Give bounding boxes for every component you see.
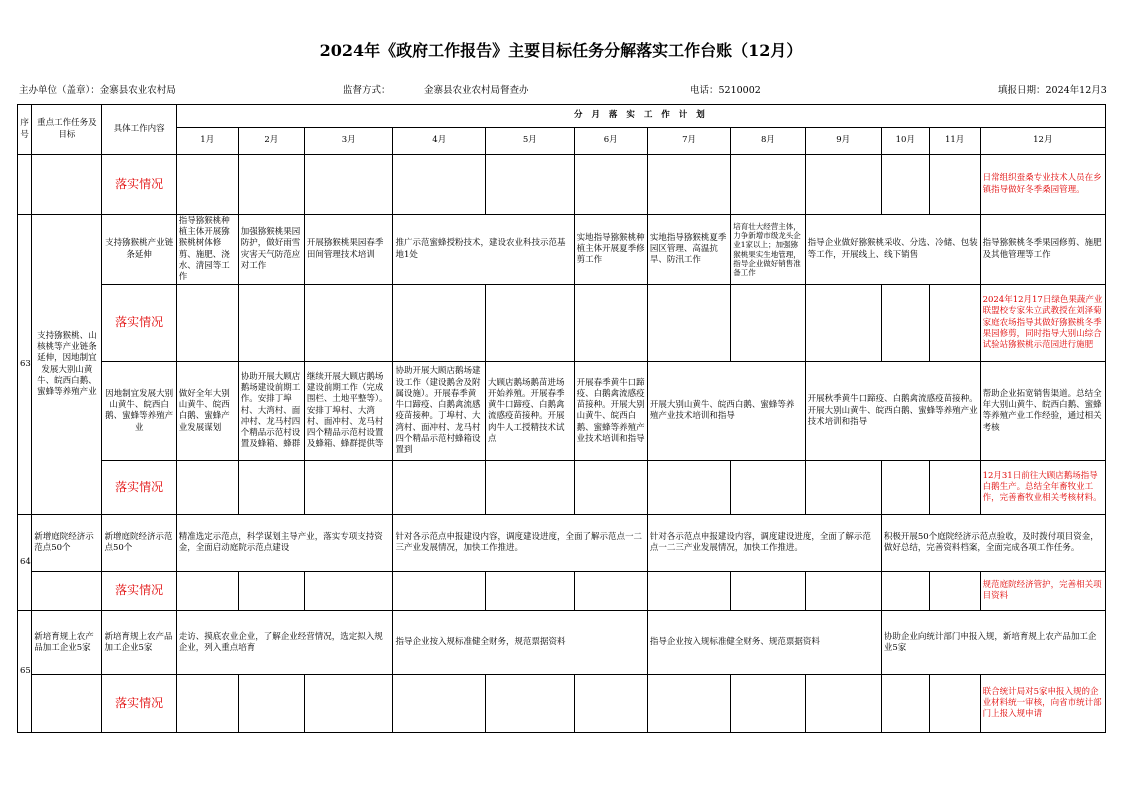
header-task: 重点工作任务及目标 [32,105,102,155]
month-10: 10月 [881,128,929,155]
processing-m10-12: 协助企业向统计部门申报入规，新培育规上农产品加工企业5家 [881,611,1105,675]
seq-63: 63 [18,215,32,515]
processing-dec-implementation: 联合统计局对5家申报入规的企业材料统一审核，向省市统计部门上报入规申请 [980,675,1105,733]
livestock-m2: 协助开展大顾店鹅场建设前期工作。安排丁埠村、大湾村、面冲村、龙马村四个精品示范村设置及蜂箱、蜂群 [238,362,304,461]
livestock-m7-8: 开展大别山黄牛、皖西白鹅、蜜蜂等养殖产业技术培训和指导 [647,362,805,461]
implementation-label: 落实情况 [102,572,176,611]
header-content: 具体工作内容 [102,105,176,155]
courtyard-m4-6: 针对各示范点申报建设内容，调度建设进度，全面了解示范点一二三产业发展情况，加快工作推进。 [393,515,647,572]
ledger-table [17,104,1106,733]
month-5: 5月 [486,128,575,155]
kiwi-m9-11: 指导企业做好猕猴桃采收、分选、冷储、包装等工作，开展线上、线下销售 [805,215,980,285]
seq-64: 64 [18,515,32,611]
month-8: 8月 [731,128,805,155]
livestock-m12: 帮助企业拓宽销售渠道。总结全年大别山黄牛、皖西白鹅、蜜蜂等养殖产业工作经验，通过相关考核 [980,362,1105,461]
host-unit: 主办单位（盖章）：金寨县农业农村局 [19,85,176,96]
livestock-m4: 协助开展大顾店鹅场建设工作（建设鹅舍及附属设施）。开展春季黄牛口蹄疫、白鹅禽流感疫苗接种。丁埠村、大湾村、面冲村、龙马村四个精品示范村蜂箱设置到 [393,362,486,461]
processing-m7-9: 指导企业按入规标准健全财务、规范票据资料 [647,611,881,675]
content-processing: 新培育规上农产品加工企业5家 [102,611,176,675]
courtyard-dec-implementation: 规范庭院经济管护，完善相关项目资料 [980,572,1105,611]
task-63: 支持猕猴桃、山核桃等产业链条延伸，因地制宜发展大别山黄牛、皖西白鹅、蜜蜂等养殖产业 [32,215,102,515]
month-3: 3月 [304,128,393,155]
kiwi-m4-5: 推广示范蜜蜂授粉技术，建设农业科技示范基地1处 [393,215,574,285]
header-plan: 分 月 落 实 工 作 计 划 [176,105,1105,128]
task-cell [32,155,102,215]
month-7: 7月 [647,128,730,155]
seq-cell [18,155,32,215]
content-livestock: 因地制宜发展大别山黄牛、皖西白鹅、蜜蜂等养殖产业 [102,362,176,461]
implementation-label: 落实情况 [102,461,176,515]
task-64: 新增庭院经济示范点50个 [32,515,102,572]
courtyard-m7-9: 针对各示范点申报建设内容，调度建设进度，全面了解示范点一二三产业发展情况，加快工作推进。 [647,515,881,572]
processing-m1-3: 走访、摸底农业企业，了解企业经营情况，选定拟入规企业，列入重点培育 [176,611,393,675]
kiwi-m7: 实地指导猕猴桃夏季园区管理、高温抗旱、防汛工作 [647,215,730,285]
implementation-label: 落实情况 [102,285,176,362]
livestock-m1: 做好全年大别山黄牛、皖西白鹅、蜜蜂产业发展谋划 [176,362,238,461]
courtyard-m1-3: 精准选定示范点，科学谋划主导产业，落实专项支持资金，全面启动庭院示范点建设 [176,515,393,572]
month-4: 4月 [393,128,486,155]
courtyard-m10-12: 积极开展50个庭院经济示范点验收，及时拨付项目资金，做好总结，完善资料档案，全面完成各项工作任务。 [881,515,1105,572]
phone: 电话：5210002 [690,85,761,96]
implementation-label: 落实情况 [102,155,176,215]
processing-m4-6: 指导企业按入规标准健全财务，规范票据资料 [393,611,647,675]
page-title: 2024年《政府工作报告》主要目标任务分解落实工作台账（12月） [319,41,803,60]
month-12: 12月 [980,128,1105,155]
month-2: 2月 [238,128,304,155]
kiwi-m2: 加强猕猴桃果园防护，做好雨雪灾害天气防范应对工作 [238,215,304,285]
kiwi-m3: 开展猕猴桃果园春季田间管理技术培训 [304,215,393,285]
supervision-value: 金寨县农业农村局督查办 [424,85,529,96]
livestock-m6: 开展春季黄牛口蹄疫、白鹅禽流感疫苗接种。开展大别山黄牛、皖西白鹅、蜜蜂等养殖产业技术培训和指导 [574,362,647,461]
livestock-m5: 大顾店鹅场鹅苗进场开始养殖。开展春季黄牛口蹄疫、白鹅禽流感疫苗接种。开展肉牛人工授精技术试点 [486,362,575,461]
livestock-m9-11: 开展秋季黄牛口蹄疫、白鹅禽流感疫苗接种。开展大别山黄牛、皖西白鹅、蜜蜂等养殖产业技术培训和指导 [805,362,980,461]
content-courtyard: 新增庭院经济示范点50个 [102,515,176,572]
month-9: 9月 [805,128,881,155]
month-1: 1月 [176,128,238,155]
kiwi-dec-implementation: 2024年12月17日绿色果蔬产业联盟校专家朱立武教授在刘泽菊家庭农场指导其做好猕猴桃冬季果园修剪，同时指导大别山综合试验站猕猴桃示范园进行施肥 [980,285,1105,362]
report-date: 填报日期：2024年12月3 [998,85,1107,96]
dec-implementation: 日常组织蚕桑专业技术人员在乡镇指导做好冬季桑园管理。 [980,155,1105,215]
kiwi-m12: 指导猕猴桃冬季果园修剪、施肥及其他管理等工作 [980,215,1105,285]
header-seq: 序号 [18,105,32,155]
kiwi-m8: 培育壮大经营主体，力争新增市级龙头企业1家以上；加强猕猴桃果实生地管理，指导企业做好销售准备工作 [731,215,805,285]
livestock-dec-implementation: 12月31日前往大顾店鹅场指导白鹅生产。总结全年畜牧业工作，完善畜牧业相关考核材料。 [980,461,1105,515]
livestock-m3: 继续开展大顾店鹅场建设前期工作（完成围栏、土地平整等）。安排丁埠村、大湾村、面冲村、龙马村四个精品示范村设置及蜂箱、蜂群提供等 [304,362,393,461]
implementation-label: 落实情况 [102,675,176,733]
month-11: 11月 [929,128,980,155]
supervision-label: 监督方式： [343,85,391,96]
month-6: 6月 [574,128,647,155]
kiwi-m6: 实地指导猕猴桃种植主体开展夏季修剪工作 [574,215,647,285]
content-kiwi: 支持猕猴桃产业链条延伸 [102,215,176,285]
kiwi-m1: 指导猕猴桃种植主体开展猕猴桃树体修剪、施肥、浇水、清园等工作 [176,215,238,285]
task-65: 新培育规上农产品加工企业5家 [32,611,102,675]
seq-65: 65 [18,611,32,733]
